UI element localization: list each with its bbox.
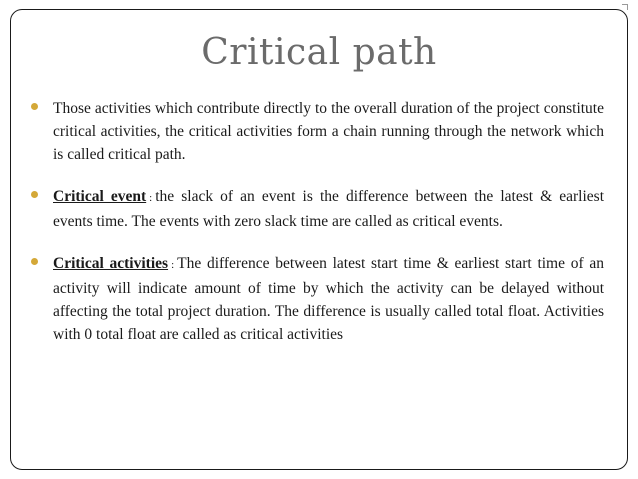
bullet-term: Critical activities	[53, 255, 169, 272]
bullet-item	[28, 185, 604, 233]
bullet-body: Those activities which contribute directly to the overall duration of the project constitute critical activities, the critical activities form a chain running through the network which is called critical path.	[53, 100, 604, 163]
bullet-separator: :	[149, 192, 153, 204]
bullet-text	[53, 252, 604, 346]
bullet-body: the slack of an event is the difference between the latest & earliest events time. The events with zero slack time are called as critical events.	[53, 188, 605, 230]
bullet-dot-icon	[31, 103, 38, 110]
corner-mark	[622, 4, 628, 10]
bullet-term: Critical event	[53, 188, 147, 205]
bullet-body: The difference between latest start time & earliest start time of an activity will indicate amount of time by which the activity can be delayed without affecting the total project duration. The difference is usually called total float. Activities with 0 total float are called as critical activities	[53, 255, 604, 343]
slide-title: Critical path	[201, 32, 437, 73]
bullet-text	[53, 185, 604, 233]
bullet-dot-icon	[31, 258, 38, 265]
bullet-text	[53, 97, 604, 166]
bullet-item	[28, 252, 604, 346]
bullet-item	[28, 97, 604, 166]
bullet-separator: :	[171, 259, 175, 271]
bullet-dot-icon	[31, 191, 38, 198]
bullet-list	[28, 97, 604, 365]
